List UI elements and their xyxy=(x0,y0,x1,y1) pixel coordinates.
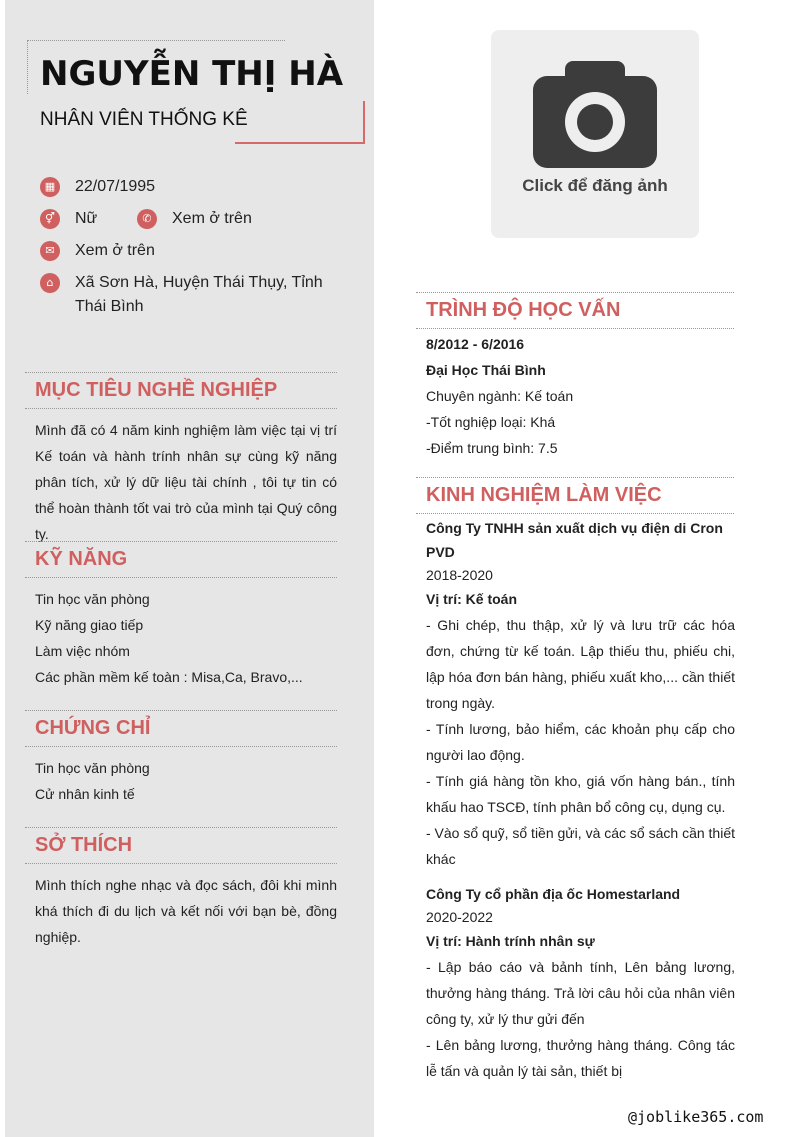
job-title: NHÂN VIÊN THỐNG KÊ xyxy=(40,109,248,130)
gender-value: Nữ xyxy=(75,210,98,227)
job-duty: - Vào sổ quỹ, sổ tiền gửi, và các sổ sách cần thiết khác xyxy=(426,825,735,867)
gender-icon: ⚥ xyxy=(40,209,60,229)
job-period: 2020-2022 xyxy=(426,909,493,925)
job-position: Vị trí: Hành trính nhân sự xyxy=(426,933,595,949)
objective-heading: MỤC TIÊU NGHỀ NGHIỆP xyxy=(25,372,337,409)
title-underline-edge xyxy=(363,101,365,144)
experience-heading: KINH NGHIỆM LÀM VIỆC xyxy=(416,477,734,514)
job-duty: - Tính lương, bảo hiểm, các khoản phụ cấp cho người lao động. xyxy=(426,721,735,763)
education-school: Đại Học Thái Bình xyxy=(426,362,546,378)
job-entry xyxy=(426,516,735,872)
watermark: @joblike365.com xyxy=(628,1108,764,1126)
skill-item: Làm việc nhóm xyxy=(35,643,130,659)
phone-row xyxy=(137,207,252,231)
education-line: -Tốt nghiệp loại: Khá xyxy=(426,414,556,430)
education-line: Chuyên ngành: Kế toán xyxy=(426,388,574,404)
candidate-name: NGUYỄN THỊ HÀ xyxy=(40,54,344,94)
calendar-icon: ▦ xyxy=(40,177,60,197)
phone-value: Xem ở trên xyxy=(172,210,252,227)
education-line: -Điểm trung bình: 7.5 xyxy=(426,440,558,456)
job-position: Vị trí: Kế toán xyxy=(426,591,518,607)
certificate-item: Tin học văn phòng xyxy=(35,760,150,776)
photo-upload-label: Click để đăng ảnh xyxy=(522,176,668,195)
title-underline xyxy=(235,142,365,144)
job-company: Công Ty cổ phần địa ốc Homestarland xyxy=(426,886,681,902)
gender-row xyxy=(40,207,97,231)
job-period: 2018-2020 xyxy=(426,567,493,583)
skill-item: Tin học văn phòng xyxy=(35,591,150,607)
job-entry xyxy=(426,882,735,1084)
birthday-value: 22/07/1995 xyxy=(75,178,156,195)
objective-text: Mình đã có 4 năm kinh nghiệm làm việc tại vị trí Kế toán và hành trính nhân sự cùng kỹ năng phân tích, xử lý dữ liệu tài chính , tôi tự tin có thể hoàn thành tốt vai trò của mình tại Quý công ty. xyxy=(35,422,337,542)
envelope-icon: ✉ xyxy=(40,241,60,261)
certificate-item: Cử nhân kinh tế xyxy=(35,786,135,802)
phone-icon: ✆ xyxy=(137,209,157,229)
skills-list xyxy=(35,586,337,690)
job-duty: - Ghi chép, thu thập, xử lý và lưu trữ các hóa đơn, chứng từ kế toán. Lập thiếu thu, phiếu chi, lập hóa đơn bán hàng, phiếu xuất kho,... cần thiết trong ngày. xyxy=(426,617,735,711)
photo-upload[interactable] xyxy=(491,30,699,238)
certificates-list xyxy=(35,755,337,807)
experience-body xyxy=(426,516,735,1084)
job-company: Công Ty TNHH sản xuất dịch vụ điện di Cron PVD xyxy=(426,520,723,560)
skill-item: Các phần mềm kế toàn : Misa,Ca, Bravo,... xyxy=(35,669,303,685)
skills-heading: KỸ NĂNG xyxy=(25,541,337,578)
birthday-row xyxy=(40,175,155,199)
hobbies-text: Mình thích nghe nhạc và đọc sách, đôi khi mình khá thích đi du lịch và kết nối với bạn bè, đồng nghiệp. xyxy=(35,877,337,945)
job-duty: - Lập báo cáo và bảnh tính, Lên bảng lương, thưởng hàng tháng. Trả lời câu hỏi của nhân viên công ty, xử lý thư gửi đến xyxy=(426,959,735,1027)
certificates-heading: CHỨNG CHỈ xyxy=(25,710,337,747)
skill-item: Kỹ năng giao tiếp xyxy=(35,617,144,633)
job-duty: - Lên bảng lương, thưởng hàng tháng. Công tác lễ tấn và quản lý tài sản, thiết bị xyxy=(426,1037,735,1079)
email-row xyxy=(40,239,155,263)
hobbies-heading: SỞ THÍCH xyxy=(25,827,337,864)
education-period: 8/2012 - 6/2016 xyxy=(426,336,525,352)
email-value: Xem ở trên xyxy=(75,242,155,259)
job-duty: - Tính giá hàng tồn kho, giá vốn hàng bán., tính khấu hao TSCĐ, tính phân bổ công cụ, dụng cụ. xyxy=(426,773,735,815)
home-icon: ⌂ xyxy=(40,273,60,293)
address-value: Xã Sơn Hà, Huyện Thái Thụy, Tỉnh Thái Bình xyxy=(75,274,323,315)
education-heading: TRÌNH ĐỘ HỌC VẤN xyxy=(416,292,734,329)
education-body xyxy=(426,331,734,461)
address-row xyxy=(40,271,355,319)
